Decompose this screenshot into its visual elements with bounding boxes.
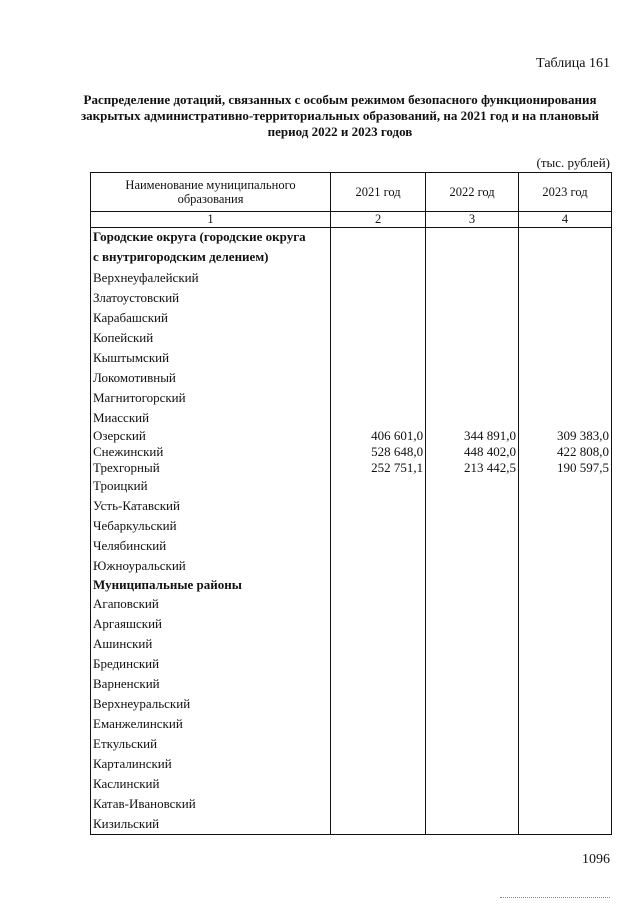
value-2023 bbox=[519, 368, 612, 388]
page-number: 1096 bbox=[582, 852, 610, 867]
table-row bbox=[91, 674, 612, 694]
value-2023 bbox=[519, 814, 612, 835]
value-2021 bbox=[331, 328, 426, 348]
municipality-name: Снежинский bbox=[91, 444, 331, 460]
units-label: (тыс. рублей) bbox=[536, 155, 610, 170]
value-2021: 252 751,1 bbox=[331, 460, 426, 476]
column-number-1: 1 bbox=[91, 212, 331, 228]
table-row bbox=[91, 444, 612, 460]
value-2021: 406 601,0 bbox=[331, 428, 426, 444]
empty-cell bbox=[331, 228, 426, 247]
municipality-name: Кизильский bbox=[91, 814, 331, 835]
value-2023 bbox=[519, 774, 612, 794]
value-2023 bbox=[519, 516, 612, 536]
value-2023 bbox=[519, 328, 612, 348]
value-2023 bbox=[519, 288, 612, 308]
value-2022 bbox=[426, 774, 519, 794]
table-row bbox=[91, 754, 612, 774]
table-row bbox=[91, 536, 612, 556]
value-2023 bbox=[519, 654, 612, 674]
value-2022 bbox=[426, 694, 519, 714]
value-2023 bbox=[519, 614, 612, 634]
table-row bbox=[91, 654, 612, 674]
empty-cell bbox=[519, 228, 612, 247]
municipality-name: Магнитогорский bbox=[91, 388, 331, 408]
value-2022 bbox=[426, 308, 519, 328]
table-header bbox=[91, 173, 612, 228]
value-2022 bbox=[426, 536, 519, 556]
empty-cell bbox=[519, 576, 612, 594]
municipality-name: Копейский bbox=[91, 328, 331, 348]
section-heading: Городские округа (городские округа bbox=[91, 228, 331, 247]
municipality-name: Верхнеуфалейский bbox=[91, 268, 331, 288]
table-row bbox=[91, 594, 612, 614]
table-row bbox=[91, 368, 612, 388]
value-2023 bbox=[519, 734, 612, 754]
value-2021 bbox=[331, 734, 426, 754]
empty-cell bbox=[426, 228, 519, 247]
municipality-name: Миасский bbox=[91, 408, 331, 428]
empty-cell bbox=[331, 246, 426, 268]
value-2022 bbox=[426, 754, 519, 774]
value-2023 bbox=[519, 556, 612, 576]
value-2022 bbox=[426, 594, 519, 614]
municipality-name: Локомотивный bbox=[91, 368, 331, 388]
value-2023 bbox=[519, 714, 612, 734]
section-heading-row bbox=[91, 228, 612, 247]
value-2023 bbox=[519, 694, 612, 714]
value-2021 bbox=[331, 368, 426, 388]
section-heading-row bbox=[91, 576, 612, 594]
table-row bbox=[91, 388, 612, 408]
value-2022 bbox=[426, 496, 519, 516]
value-2021 bbox=[331, 308, 426, 328]
value-2021 bbox=[331, 774, 426, 794]
value-2022 bbox=[426, 714, 519, 734]
value-2021 bbox=[331, 408, 426, 428]
value-2023 bbox=[519, 348, 612, 368]
value-2021 bbox=[331, 556, 426, 576]
value-2022 bbox=[426, 348, 519, 368]
table-body bbox=[91, 228, 612, 835]
value-2021 bbox=[331, 348, 426, 368]
footer-scan-mark bbox=[500, 897, 610, 900]
table-row bbox=[91, 288, 612, 308]
column-header-2022: 2022 год bbox=[426, 173, 519, 212]
municipality-name: Каслинский bbox=[91, 774, 331, 794]
empty-cell bbox=[331, 576, 426, 594]
section-heading-row bbox=[91, 246, 612, 268]
municipality-name: Карабашский bbox=[91, 308, 331, 328]
column-number-4: 4 bbox=[519, 212, 612, 228]
table-row bbox=[91, 634, 612, 654]
value-2023: 190 597,5 bbox=[519, 460, 612, 476]
value-2021 bbox=[331, 654, 426, 674]
value-2021 bbox=[331, 594, 426, 614]
value-2021 bbox=[331, 288, 426, 308]
value-2021 bbox=[331, 268, 426, 288]
value-2021 bbox=[331, 476, 426, 496]
value-2022 bbox=[426, 814, 519, 835]
value-2021 bbox=[331, 794, 426, 814]
table-row bbox=[91, 774, 612, 794]
value-2022 bbox=[426, 734, 519, 754]
value-2021 bbox=[331, 694, 426, 714]
empty-cell bbox=[426, 576, 519, 594]
value-2022 bbox=[426, 268, 519, 288]
municipality-name: Верхнеуральский bbox=[91, 694, 331, 714]
table-row bbox=[91, 614, 612, 634]
value-2023 bbox=[519, 674, 612, 694]
value-2023 bbox=[519, 754, 612, 774]
value-2021 bbox=[331, 714, 426, 734]
value-2023 bbox=[519, 496, 612, 516]
municipality-name: Кыштымский bbox=[91, 348, 331, 368]
value-2021 bbox=[331, 614, 426, 634]
dotation-table bbox=[90, 172, 612, 835]
value-2023 bbox=[519, 408, 612, 428]
table-row bbox=[91, 408, 612, 428]
value-2023 bbox=[519, 308, 612, 328]
table-row bbox=[91, 328, 612, 348]
municipality-name: Троицкий bbox=[91, 476, 331, 496]
table-row bbox=[91, 428, 612, 444]
column-header-2021: 2021 год bbox=[331, 173, 426, 212]
table-row bbox=[91, 694, 612, 714]
municipality-name: Усть-Катавский bbox=[91, 496, 331, 516]
value-2023 bbox=[519, 536, 612, 556]
value-2021 bbox=[331, 634, 426, 654]
value-2022: 344 891,0 bbox=[426, 428, 519, 444]
value-2023: 309 383,0 bbox=[519, 428, 612, 444]
table-row bbox=[91, 516, 612, 536]
column-header-name: Наименование муниципального образования bbox=[91, 173, 331, 212]
value-2022 bbox=[426, 516, 519, 536]
empty-cell bbox=[519, 246, 612, 268]
table-number: Таблица 161 bbox=[536, 56, 610, 71]
municipality-name: Еманжелинский bbox=[91, 714, 331, 734]
table-row bbox=[91, 308, 612, 328]
municipality-name: Чебаркульский bbox=[91, 516, 331, 536]
value-2021: 528 648,0 bbox=[331, 444, 426, 460]
municipality-name: Озерский bbox=[91, 428, 331, 444]
table-title: Распределение дотаций, связанных с особым режимом безопасного функционирования закрытых административно-территориальных образований, на 2021 год и на плановый период 2022 и 2023 годов bbox=[80, 92, 600, 139]
municipality-name: Еткульский bbox=[91, 734, 331, 754]
table-row bbox=[91, 496, 612, 516]
value-2022 bbox=[426, 614, 519, 634]
value-2023 bbox=[519, 594, 612, 614]
column-number-2: 2 bbox=[331, 212, 426, 228]
municipality-name: Трехгорный bbox=[91, 460, 331, 476]
value-2022 bbox=[426, 556, 519, 576]
municipality-name: Брединский bbox=[91, 654, 331, 674]
value-2023 bbox=[519, 388, 612, 408]
value-2022 bbox=[426, 634, 519, 654]
value-2022 bbox=[426, 674, 519, 694]
municipality-name: Челябинский bbox=[91, 536, 331, 556]
value-2023 bbox=[519, 268, 612, 288]
value-2023 bbox=[519, 476, 612, 496]
municipality-name: Карталинский bbox=[91, 754, 331, 774]
value-2022 bbox=[426, 476, 519, 496]
municipality-name: Златоустовский bbox=[91, 288, 331, 308]
value-2022 bbox=[426, 328, 519, 348]
value-2021 bbox=[331, 516, 426, 536]
column-header-2023: 2023 год bbox=[519, 173, 612, 212]
value-2021 bbox=[331, 536, 426, 556]
section-heading-continued: с внутригородским делением) bbox=[91, 246, 331, 268]
municipality-name: Аргаяшский bbox=[91, 614, 331, 634]
municipality-name: Варненский bbox=[91, 674, 331, 694]
table-row bbox=[91, 794, 612, 814]
value-2022 bbox=[426, 408, 519, 428]
value-2022: 213 442,5 bbox=[426, 460, 519, 476]
value-2022 bbox=[426, 288, 519, 308]
table-row bbox=[91, 814, 612, 835]
table-row bbox=[91, 714, 612, 734]
table-row bbox=[91, 734, 612, 754]
municipality-name: Южноуральский bbox=[91, 556, 331, 576]
value-2021 bbox=[331, 496, 426, 516]
table-row bbox=[91, 556, 612, 576]
municipality-name: Катав-Ивановский bbox=[91, 794, 331, 814]
value-2022: 448 402,0 bbox=[426, 444, 519, 460]
value-2021 bbox=[331, 388, 426, 408]
section-heading: Муниципальные районы bbox=[91, 576, 331, 594]
value-2021 bbox=[331, 754, 426, 774]
value-2021 bbox=[331, 674, 426, 694]
value-2022 bbox=[426, 368, 519, 388]
value-2023: 422 808,0 bbox=[519, 444, 612, 460]
table-row bbox=[91, 476, 612, 496]
table-row bbox=[91, 268, 612, 288]
empty-cell bbox=[426, 246, 519, 268]
value-2022 bbox=[426, 654, 519, 674]
value-2023 bbox=[519, 634, 612, 654]
value-2021 bbox=[331, 814, 426, 835]
value-2022 bbox=[426, 388, 519, 408]
municipality-name: Ашинский bbox=[91, 634, 331, 654]
value-2022 bbox=[426, 794, 519, 814]
value-2023 bbox=[519, 794, 612, 814]
table-row bbox=[91, 348, 612, 368]
municipality-name: Агаповский bbox=[91, 594, 331, 614]
column-number-3: 3 bbox=[426, 212, 519, 228]
table-row bbox=[91, 460, 612, 476]
